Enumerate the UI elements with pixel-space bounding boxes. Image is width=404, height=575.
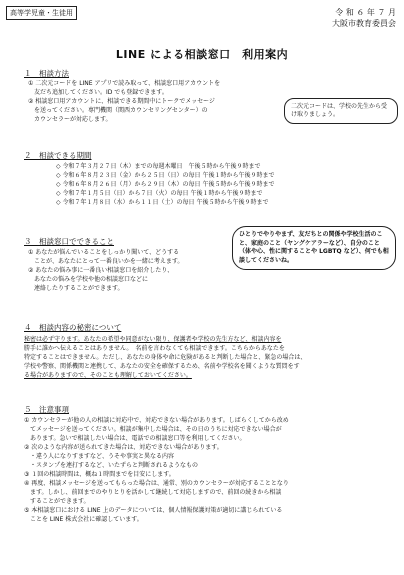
s5-line: ・スタンプを連打するなど、いたずらと判断されるようなもの (24, 462, 199, 469)
s5-line: ③ １回の相談時間は、概ね１時間までを目安にします。 (24, 471, 175, 478)
section-5-body (24, 416, 396, 524)
s5-line: ⑤ 本相談窓口における LINE 上のデータについては、個人情報保護対策が適切に講じられている (24, 507, 283, 514)
qr-note-bubble: 二次元コードは、学校の先生から受け取りましょう。 (284, 98, 398, 124)
s1-line: ② 相談窓口用アカウントに、相談できる期間中にトークでメッセージ (28, 98, 215, 105)
section-5-heading (24, 404, 69, 415)
period-item: ◇ 令和７年１月５日（日）から７日（火）の毎日 午後１時から午後９時まで (56, 190, 263, 197)
period-item: ◇ 令和６年８月２３日（金）から２５日（日）の毎日 午後１時から午後９時まで (56, 172, 275, 179)
s1-line: カウンセラーが対応します。 (28, 116, 112, 123)
s5-line: ます。しかし、前回までのやりとりを活かして継続して対応しますので、前回の続きから相談 (24, 489, 282, 496)
s3-line: 連絡したりすることができます。 (28, 285, 124, 292)
page-title: LINE による相談窓口 利用案内 (115, 48, 289, 61)
section-1-heading-text: １ 相談方法 (24, 69, 69, 78)
section-2-body (56, 162, 396, 207)
diamond-icon: ◇ (56, 190, 63, 197)
audience-tag: 高等学児童・生徒用 (6, 6, 77, 20)
s3-line: ① あなたが悩んでいることをしっかり聞いて、どうする (28, 249, 180, 256)
period-item: ◇ 令和７年３月２７日（木）までの毎週木曜日 午後５時から午後９時まで (56, 163, 261, 170)
consult-bubble: ひとりでやりやまず、友だちとの関係や学校生活のこと、家庭のこと（ヤングケアラーなど）、自分のこと（体や心、性に関することや LGBTQ など）、何でも相談してくださいね。 (232, 226, 396, 270)
diamond-icon: ◇ (56, 163, 63, 170)
section-4-body (24, 335, 396, 380)
header-date-block (276, 7, 396, 29)
issuer: 大阪市教育委員会 (332, 19, 396, 28)
section-2-heading-text: ２ 相談できる期間 (24, 151, 92, 160)
section-3-heading (24, 236, 114, 247)
s5-line: ・違う人になりすますなど、うそや事実と異なる内容 (24, 453, 175, 460)
section-4-heading-text: ４ 相談内容の秘密について (24, 323, 122, 332)
s4-line: 特定することはできません。ただし、あなたの身体や命に危険があると判断した場合と、緊急の場合は、 (24, 354, 307, 361)
s5-line: あります。急いで相談したい場合は、電話での相談窓口等を利用してください。 (24, 435, 246, 442)
diamond-icon: ◇ (56, 181, 63, 188)
section-4-heading (24, 322, 121, 333)
s4-line: る場合がありますので、そのことも理解しておいてください。 (24, 372, 192, 379)
s1-line: を送ってください。専門機関（関西カウンセリングセンター）の (28, 107, 208, 114)
s4-line: 学校や警察、関係機関と連携して、あなたの安全を確保するため、名前や学校名を聞くような質問をす (24, 363, 300, 370)
diamond-icon: ◇ (56, 199, 63, 206)
s3-line: ② あなたの悩み事に一番良い相談窓口を紹介したり、 (28, 267, 174, 274)
section-3-body (28, 248, 248, 293)
section-1-body (28, 79, 298, 124)
period-item: ◇ 令和６年８月２６日（月）から２９日（木）の毎日 午後５時から午後９時まで (56, 181, 275, 188)
s4-line: 勝手に誰かへ伝えることはありません。 名前を言わなくても相談できます。こちらからあなたを (24, 345, 285, 352)
s1-line: 友だち追加してください。ID でも登録できます。 (28, 89, 168, 96)
s5-line: ② 次のような内容が送られてきた場合は、対応できない場合があります。 (24, 444, 223, 451)
period-item: ◇ 令和７年１月８日（水）から１１日（土）の毎日 午後５時から午後９時まで (56, 199, 269, 206)
s5-line: てメッセージを送ってください。相談が集中した場合は、その日のうちに対応できない場合が (24, 426, 282, 433)
s5-line: ことを LINE 株式会社に確認しています。 (24, 516, 143, 523)
section-1-heading (24, 68, 69, 79)
s1-line: ① 二次元コードを LINE アプリで読み取って、相談窓口用アカウントを (28, 80, 221, 87)
section-2-heading (24, 150, 92, 161)
s5-line: することができます。 (24, 498, 90, 505)
s3-line: ことが、あなたにとって一番良いかを一緒に考えます。 (28, 258, 184, 265)
s4-line: 秘密は必ず守ります。あなたの希望や同意がない限り、保護者や学校の先生方など、相談内容を (24, 336, 282, 343)
diamond-icon: ◇ (56, 172, 63, 179)
s5-line: ① カウンセラーが他の人の相談に対応中で、対応できない場合があります。しばらくしてから改め (24, 417, 289, 424)
section-5-heading-text: ５ 注意事項 (24, 405, 69, 414)
issue-date: 令 和 ６ 年 ７ 月 (335, 8, 396, 17)
s3-line: あなたの悩みを学校や他の相談窓口などに (28, 276, 149, 283)
section-3-heading-text: ３ 相談窓口でできること (24, 237, 114, 246)
s5-line: ④ 再度、相談メッセージを送ってもらった場合は、通常、別のカウンセラーが対応することとなり (24, 480, 289, 487)
